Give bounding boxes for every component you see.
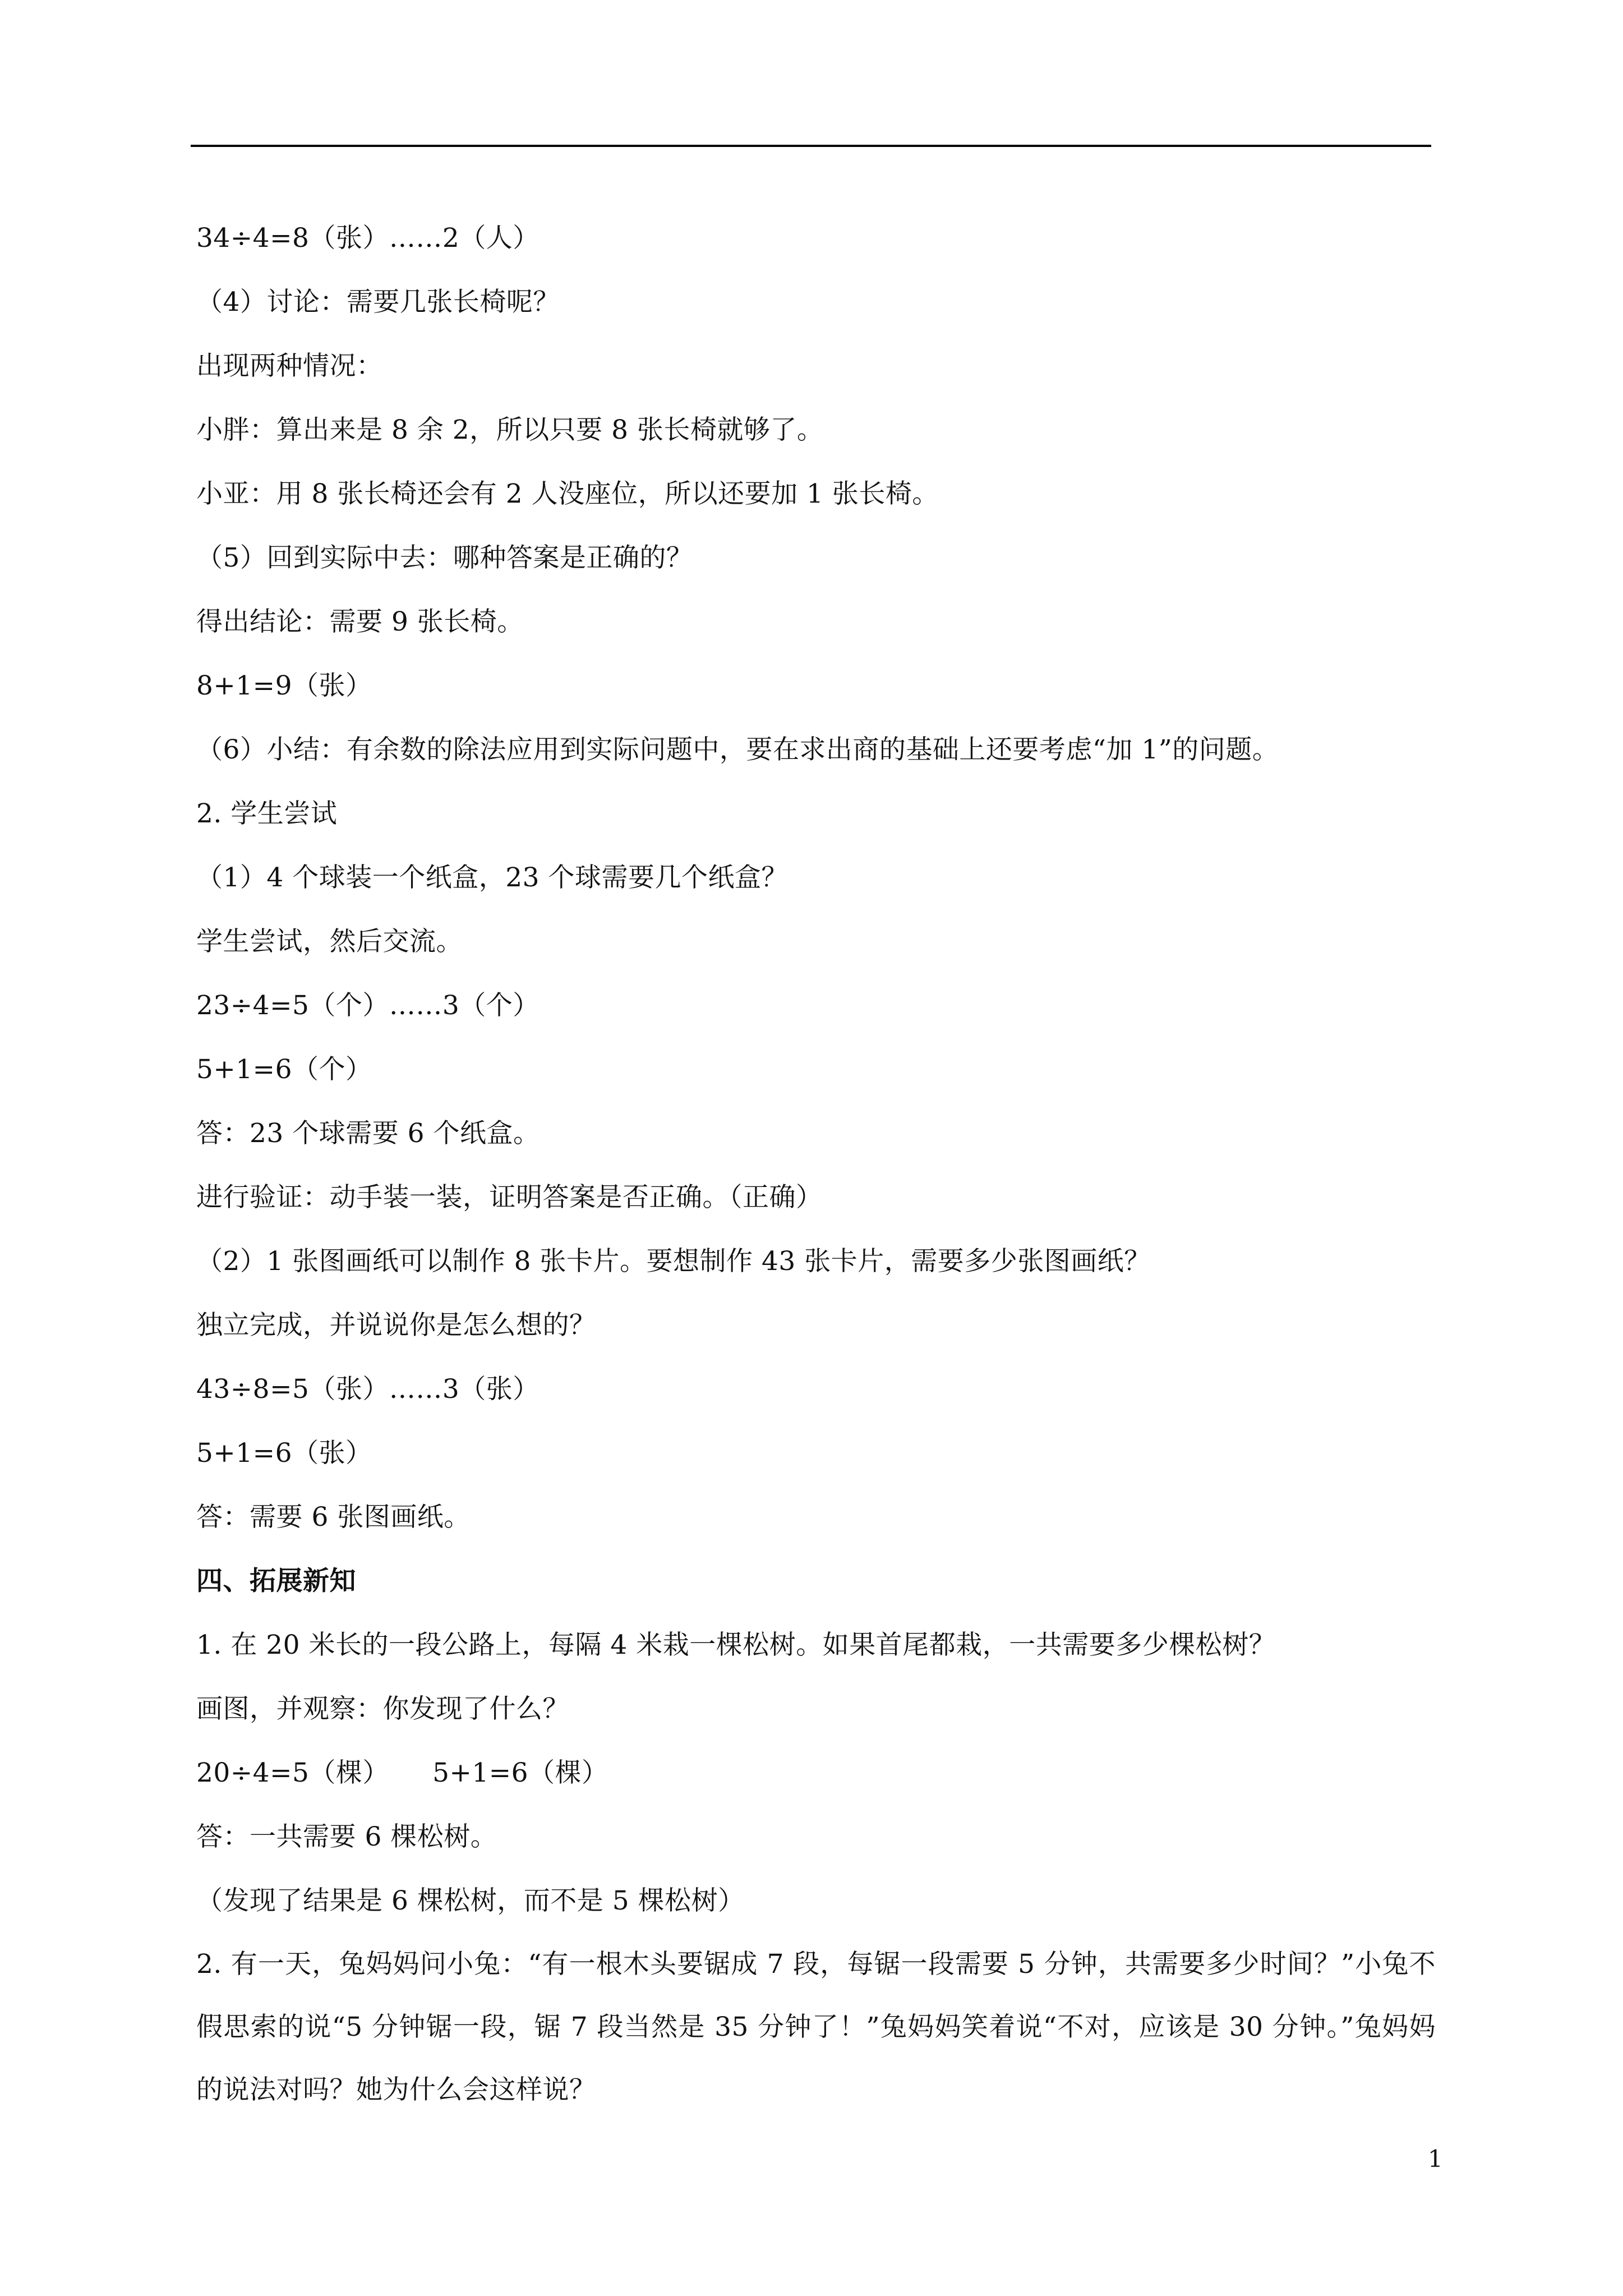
text-line: 34÷4=8（张）……2（人）	[196, 223, 540, 254]
text-line: （4）讨论：需要几张长椅呢？	[196, 287, 560, 318]
text-line: 23÷4=5（个）……3（个）	[196, 990, 540, 1021]
text-line: 1. 在 20 米长的一段公路上，每隔 4 米栽一棵松树。如果首尾都栽，一共需要多少棵松树？	[196, 1630, 1276, 1660]
text-line: 43÷8=5（张）……3（张）	[196, 1374, 540, 1405]
text-line: 得出结论：需要 9 张长椅。	[196, 606, 524, 637]
text-line: 答：需要 6 张图画纸。	[196, 1502, 471, 1533]
page-number: 1	[1428, 2145, 1443, 2173]
text-paragraph: 2. 有一天，兔妈妈问小兔：“有一根木头要锯成 7 段，每锯一段需要 5 分钟，共需要多少时间？”小兔不假思索的说“5 分钟锯一段，锯 7 段当然是 35 分钟了！”兔妈妈笑着说“不对，应该是 30 分钟。”兔妈妈的说法对吗？她为什么会这样说？	[196, 1949, 1436, 2105]
text-line: 答：23 个球需要 6 个纸盒。	[196, 1118, 540, 1149]
text-line: （发现了结果是 6 棵松树，而不是 5 棵松树）	[196, 1885, 745, 1916]
text-line: 20÷4=5（棵） 5+1=6（棵）	[196, 1757, 608, 1788]
text-line: （6）小结：有余数的除法应用到实际问题中，要在求出商的基础上还要考虑“加 1”的问题。	[196, 734, 1279, 765]
section-heading: 四、拓展新知	[196, 1566, 356, 1596]
text-line: 学生尝试，然后交流。	[196, 926, 463, 957]
text-line: 小亚：用 8 张长椅还会有 2 人没座位，所以还要加 1 张长椅。	[196, 478, 939, 509]
text-line: （1）4 个球装一个纸盒，23 个球需要几个纸盒？	[196, 862, 788, 893]
text-line: （2）1 张图画纸可以制作 8 张卡片。要想制作 43 张卡片，需要多少张图画纸？	[196, 1246, 1151, 1277]
text-line: 5+1=6（个）	[196, 1054, 372, 1085]
text-line: （5）回到实际中去：哪种答案是正确的？	[196, 542, 693, 573]
text-line: 小胖：算出来是 8 余 2，所以只要 8 张长椅就够了。	[196, 415, 824, 445]
text-line: 8+1=9（张）	[196, 670, 372, 701]
text-line: 画图，并观察：你发现了什么？	[196, 1694, 569, 1724]
text-line: 进行验证：动手装一装，证明答案是否正确。（正确）	[196, 1182, 823, 1213]
header-rule	[191, 145, 1431, 147]
text-line: 答：一共需要 6 棵松树。	[196, 1821, 497, 1852]
text-line: 5+1=6（张）	[196, 1438, 372, 1469]
text-line: 出现两种情况：	[196, 351, 383, 381]
document-body	[196, 206, 1436, 2122]
text-line: 独立完成，并说说你是怎么想的？	[196, 1310, 596, 1341]
text-line: 2. 学生尝试	[196, 798, 338, 829]
